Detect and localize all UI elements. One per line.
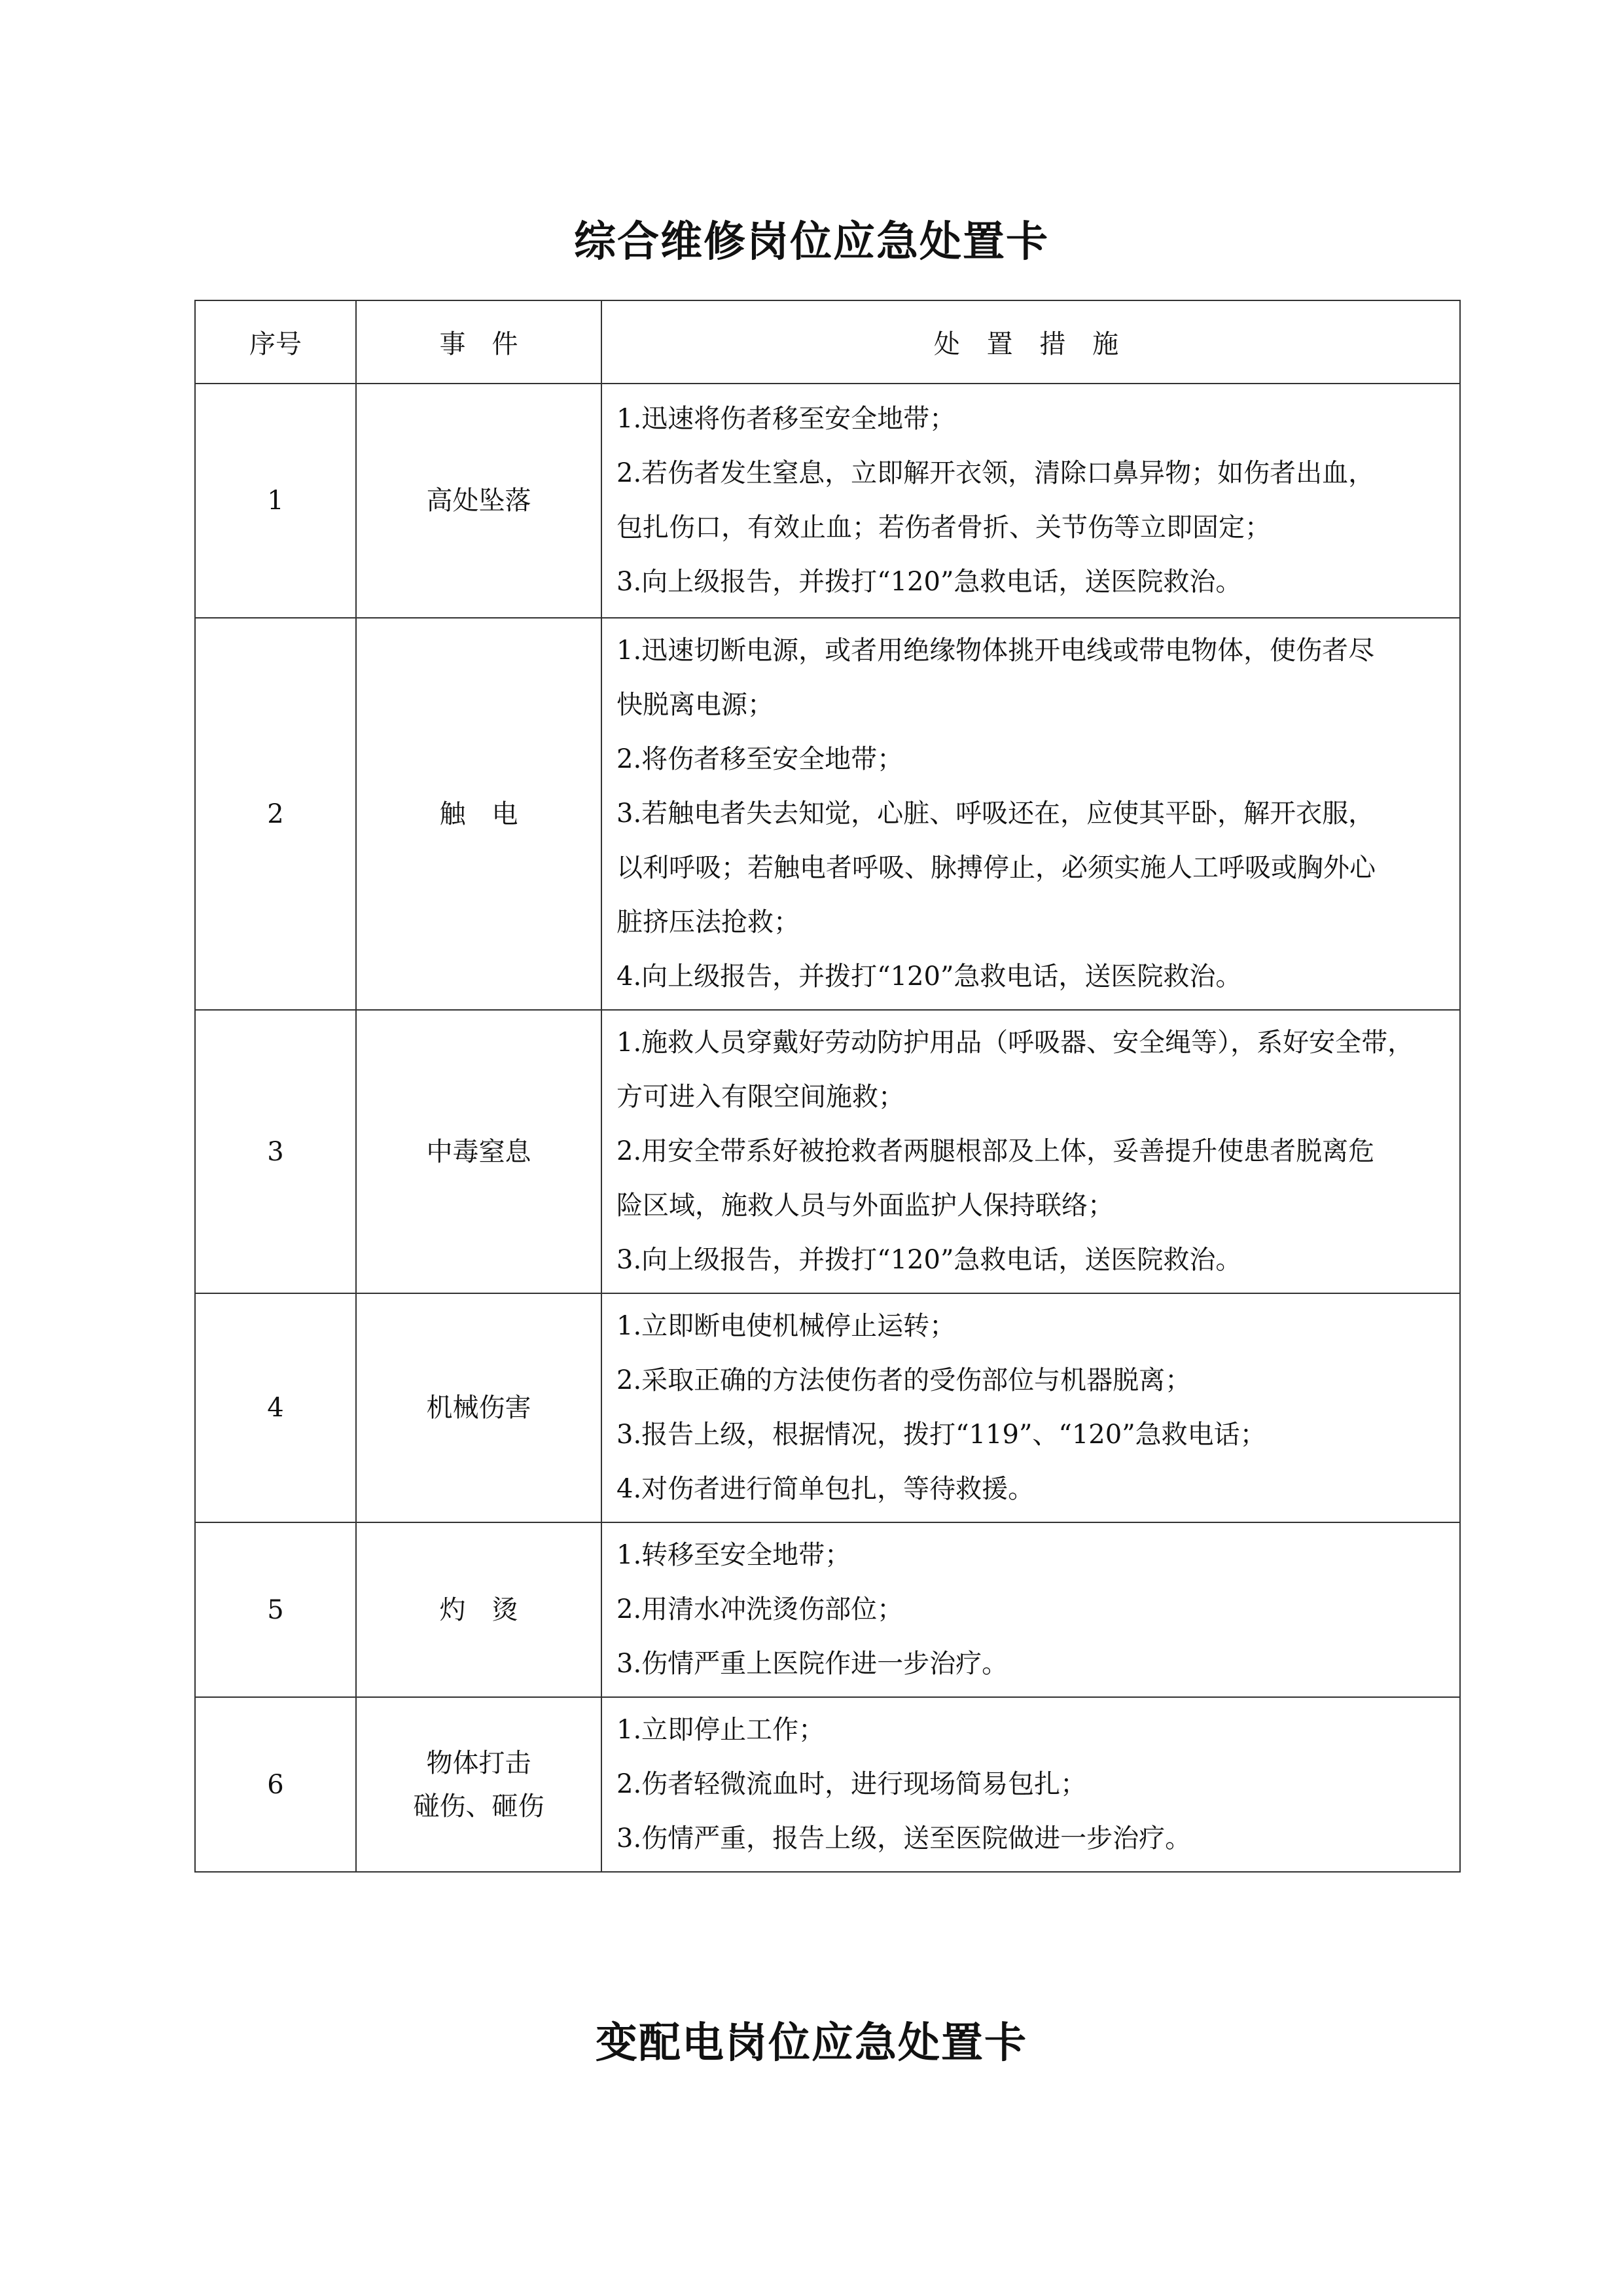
event-name: 机械伤害: [426, 1393, 531, 1423]
measures-cell: [601, 1522, 1460, 1697]
event-name: 高处坠落: [426, 486, 531, 516]
row-number: 6: [195, 1697, 356, 1872]
table-row: [195, 384, 1460, 618]
event-cell: [356, 1522, 601, 1697]
event-cell: [356, 1293, 601, 1522]
table-row: [195, 1293, 1460, 1522]
row-number: 2: [195, 618, 356, 1010]
row-number: 3: [195, 1010, 356, 1293]
measure-line: 3.报告上级，根据情况，拨打“119”、“120”急救电话；: [616, 1420, 1266, 1450]
measure-line: 以利呼吸；若触电者呼吸、脉搏停止，必须实施人工呼吸或胸外心: [616, 853, 1376, 883]
next-section-title: 变配电岗位应急处置卡: [596, 2018, 1027, 2068]
row-number: 4: [195, 1293, 356, 1522]
row-number: 5: [195, 1522, 356, 1697]
measure-line: 3.伤情严重，报告上级，送至医院做进一步治疗。: [616, 1823, 1192, 1854]
measure-line: 3.向上级报告，并拨打“120”急救电话，送医院救治。: [616, 1245, 1242, 1275]
header-event: 事 件: [356, 300, 601, 384]
measures-cell: [601, 1010, 1460, 1293]
measure-line: 1.迅速将伤者移至安全地带；: [616, 404, 956, 434]
measure-line: 3.向上级报告，并拨打“120”急救电话，送医院救治。: [616, 567, 1242, 597]
measure-line: 2.伤者轻微流血时，进行现场简易包扎；: [616, 1769, 1087, 1799]
measure-line: 快脱离电源；: [616, 690, 774, 720]
measure-line: 2.用安全带系好被抢救者两腿根部及上体，妥善提升使患者脱离危: [616, 1136, 1375, 1166]
measure-line: 脏挤压法抢救；: [616, 907, 800, 937]
measures-cell: [601, 1293, 1460, 1522]
row-number: 1: [195, 384, 356, 618]
measures-cell: [601, 384, 1460, 618]
header-measures: 处 置 措 施: [601, 300, 1460, 384]
measure-line: 2.若伤者发生窒息，立即解开衣领，清除口鼻异物；如伤者出血，: [616, 458, 1375, 488]
measure-line: 3.若触电者失去知觉，心脏、呼吸还在，应使其平卧，解开衣服，: [616, 798, 1375, 829]
measure-line: 2.采取正确的方法使伤者的受伤部位与机器脱离；: [616, 1365, 1192, 1395]
table-header-row: [195, 300, 1460, 384]
measure-line: 方可进入有限空间施救；: [616, 1082, 904, 1112]
event-name: 碰伤、砸伤: [413, 1791, 544, 1821]
measures-cell: [601, 1697, 1460, 1872]
table-row: [195, 1522, 1460, 1697]
event-name: 中毒窒息: [426, 1136, 531, 1167]
page-title: 综合维修岗位应急处置卡: [574, 217, 1049, 266]
event-name: 灼 烫: [439, 1594, 518, 1625]
measure-line: 1.迅速切断电源，或者用绝缘物体挑开电线或带电物体，使伤者尽: [616, 636, 1375, 666]
measure-line: 2.将伤者移至安全地带；: [616, 744, 904, 774]
event-cell: [356, 384, 601, 618]
table-row: [195, 1697, 1460, 1872]
measure-line: 1.立即断电使机械停止运转；: [616, 1311, 956, 1341]
measure-line: 3.伤情严重上医院作进一步治疗。: [616, 1649, 1008, 1679]
table-row: [195, 1010, 1460, 1293]
event-name: 物体打击: [426, 1748, 531, 1778]
header-no: 序号: [195, 300, 356, 384]
measure-line: 1.立即停止工作；: [616, 1715, 825, 1745]
event-cell: [356, 1010, 601, 1293]
measure-line: 4.向上级报告，并拨打“120”急救电话，送医院救治。: [616, 961, 1242, 992]
measure-line: 2.用清水冲洗烫伤部位；: [616, 1594, 904, 1624]
measures-cell: [601, 618, 1460, 1010]
table-row: [195, 618, 1460, 1010]
event-cell: [356, 618, 601, 1010]
emergency-card-table: [194, 300, 1461, 1873]
event-name: 触 电: [439, 798, 518, 829]
event-cell: [356, 1697, 601, 1872]
measure-line: 包扎伤口，有效止血；若伤者骨折、关节伤等立即固定；: [616, 512, 1271, 543]
measure-line: 1.施救人员穿戴好劳动防护用品（呼吸器、安全绳等），系好安全带，: [616, 1028, 1414, 1058]
measure-line: 4.对伤者进行简单包扎，等待救援。: [616, 1474, 1035, 1504]
measure-line: 险区域，施救人员与外面监护人保持联络；: [616, 1191, 1114, 1221]
measure-line: 1.转移至安全地带；: [616, 1540, 851, 1570]
